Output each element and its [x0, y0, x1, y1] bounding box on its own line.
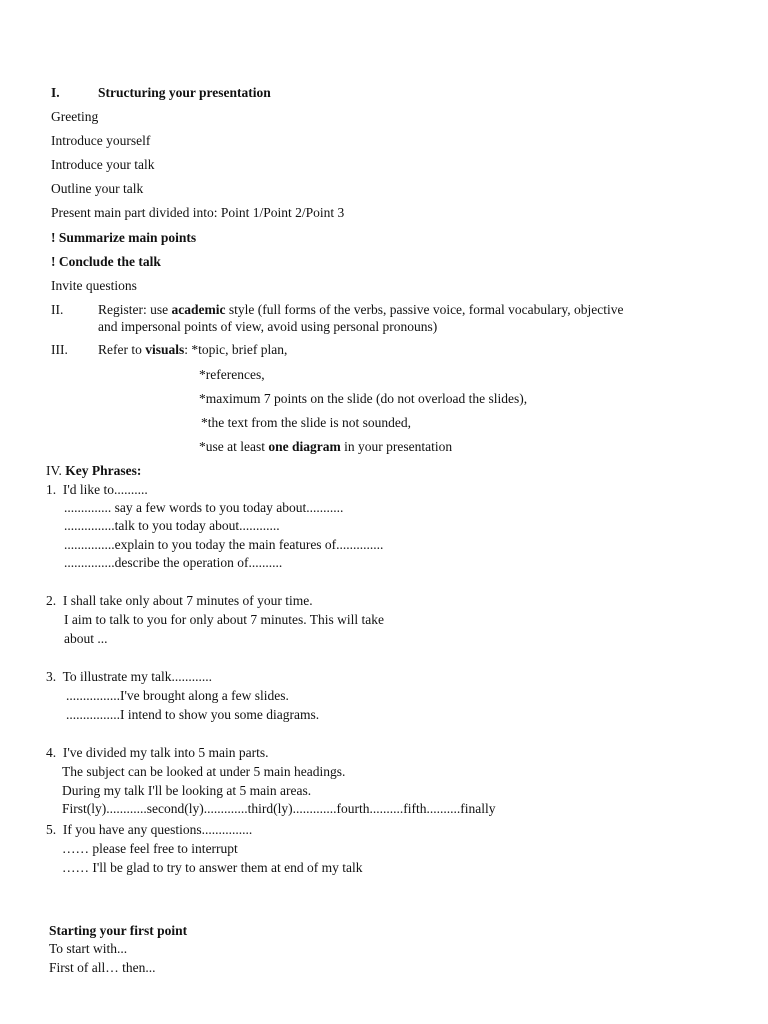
phrase-line: The subject can be looked at under 5 main headings. — [62, 764, 346, 779]
phrase-line: First(ly)............second(ly).............third(ly).............fourth..........fifth..........finally — [62, 801, 496, 816]
list-item: Outline your talk — [51, 181, 144, 196]
phrase-line: I aim to talk to you for only about 7 minutes. This will take — [64, 612, 384, 627]
phrase-lead: 3. To illustrate my talk............ — [46, 669, 213, 684]
visuals-item: *maximum 7 points on the slide (do not overload the slides), — [199, 391, 528, 406]
section-3-text: Refer to visuals: *topic, brief plan, — [98, 342, 288, 357]
summarize-item: ! Summarize main points — [51, 230, 197, 245]
section-2-text-cont: and impersonal points of view, avoid using personal pronouns) — [98, 319, 438, 334]
phrase-line: ...............describe the operation of.......... — [64, 555, 283, 570]
phrase-lead: 2. I shall take only about 7 minutes of your time. — [46, 593, 313, 608]
section-3-numeral: III. — [51, 342, 68, 357]
list-item: Introduce yourself — [51, 133, 151, 148]
phrase-line: about ... — [64, 631, 108, 646]
phrase-line: ...............talk to you today about............ — [64, 518, 280, 533]
list-item: Introduce your talk — [51, 157, 155, 172]
phrase-line: During my talk I'll be looking at 5 main areas. — [62, 783, 312, 798]
phrase-lead: 1. I'd like to.......... — [46, 482, 148, 497]
starting-heading: Starting your first point — [49, 923, 188, 938]
phrase-lead: 5. If you have any questions............... — [46, 822, 253, 837]
section-4-heading: IV. Key Phrases: — [46, 463, 142, 478]
phrase-lead: 4. I've divided my talk into 5 main parts. — [46, 745, 269, 760]
visuals-item: *the text from the slide is not sounded, — [201, 415, 411, 430]
section-2-text: Register: use academic style (full forms of the verbs, passive voice, formal vocabulary, objective — [98, 302, 624, 317]
list-item: Invite questions — [51, 278, 137, 293]
phrase-line: ................I've brought along a few slides. — [66, 688, 289, 703]
phrase-line: …… I'll be glad to try to answer them at end of my talk — [62, 860, 363, 875]
visuals-item: *use at least one diagram in your presentation — [199, 439, 453, 454]
section-1-heading: Structuring your presentation — [98, 85, 271, 100]
conclude-item: ! Conclude the talk — [51, 254, 161, 269]
list-item: Present main part divided into: Point 1/Point 2/Point 3 — [51, 205, 345, 220]
starting-line: To start with... — [49, 941, 128, 956]
list-item: Greeting — [51, 109, 99, 124]
phrase-line: ................I intend to show you some diagrams. — [66, 707, 320, 722]
starting-line: First of all… then... — [49, 960, 156, 975]
section-2-numeral: II. — [51, 302, 64, 317]
phrase-line: .............. say a few words to you today about........... — [64, 500, 344, 515]
section-1-numeral: I. — [51, 85, 60, 100]
visuals-item: *references, — [199, 367, 265, 382]
phrase-line: …… please feel free to interrupt — [62, 841, 238, 856]
phrase-line: ...............explain to you today the main features of.............. — [64, 537, 384, 552]
